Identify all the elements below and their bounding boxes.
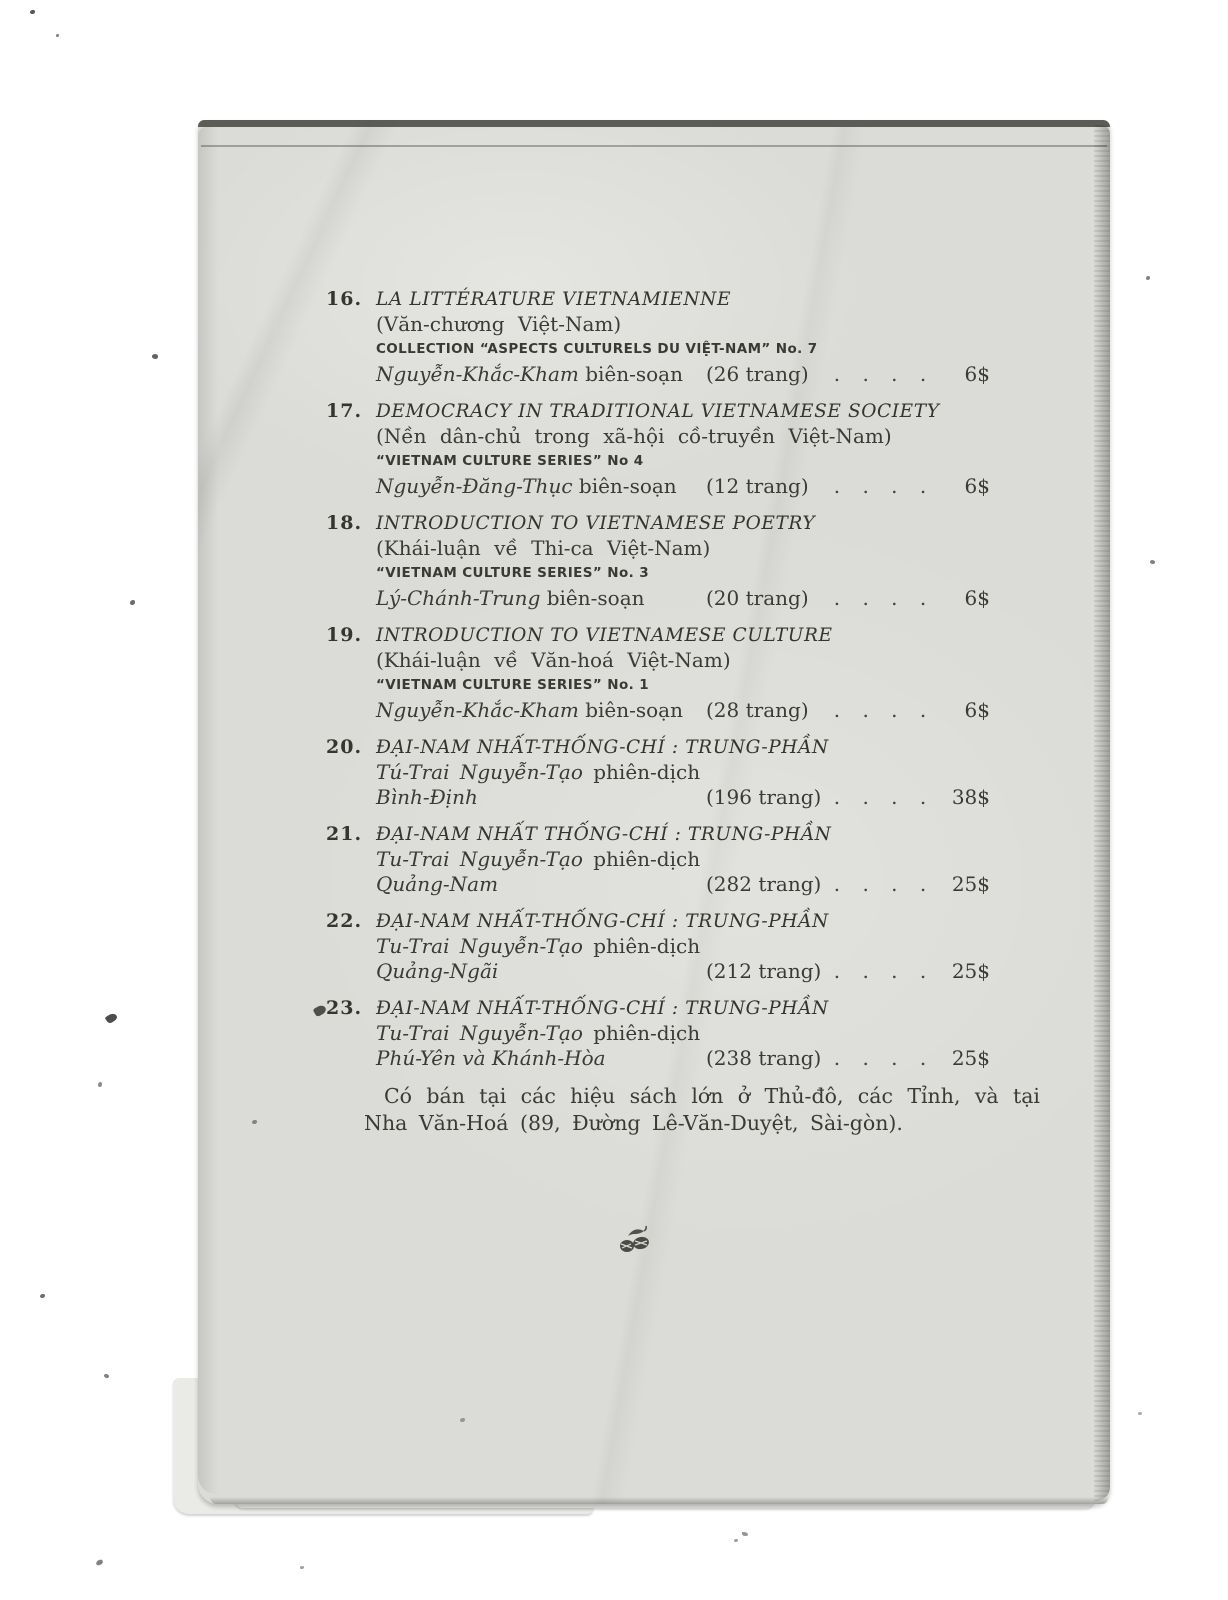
entry-number: 16. — [326, 288, 363, 310]
paper-sheet — [198, 120, 1110, 1504]
entry-region: Quảng-Ngãi — [376, 959, 499, 983]
entry-subtitle: (Văn-chương Việt-Nam) — [376, 312, 622, 336]
dot-leader: . . . . — [833, 474, 927, 498]
entry-number: 20. — [326, 736, 363, 758]
entry-price: 25$ — [951, 872, 990, 896]
catalog-entry-18 — [326, 511, 1038, 611]
entry-title: DEMOCRACY IN TRADITIONAL VIETNAMESE SOCIETY — [376, 401, 940, 422]
entry-price-row — [376, 785, 1038, 810]
entry-pages: (28 trang) — [706, 698, 809, 722]
scan-speck — [40, 1294, 45, 1298]
entry-region: Quảng-Nam — [376, 872, 499, 896]
entry-pages: (20 trang) — [706, 586, 809, 610]
entry-number: 19. — [326, 624, 363, 646]
dot-leader: . . . . — [833, 959, 927, 983]
scan-speck — [95, 1559, 103, 1566]
dot-leader: . . . . — [833, 698, 927, 722]
entry-region: Phú-Yên và Khánh-Hòa — [376, 1046, 606, 1070]
availability-note — [364, 1083, 1040, 1137]
scan-speck — [734, 1539, 738, 1542]
catalog-entry-21 — [326, 822, 1038, 897]
dot-leader: . . . . — [833, 1046, 927, 1070]
entry-number: 21. — [326, 823, 363, 845]
availability-line-2: Nha Văn-Hoá (89, Đường Lê-Văn-Duyệt, Sài-gòn). — [364, 1111, 903, 1135]
page-bottom-edge — [210, 1497, 1108, 1504]
entry-translator: Tu-Trai Nguyễn-Tạo — [376, 934, 583, 958]
entry-price: 6$ — [964, 474, 990, 498]
entry-number: 17. — [326, 400, 363, 422]
entry-title: ĐẠI-NAM NHẤT-THỐNG-CHÍ : TRUNG-PHẦN — [376, 911, 829, 932]
dot-leader: . . . . — [833, 586, 927, 610]
scan-speck — [98, 1082, 102, 1087]
entry-pages: (12 trang) — [706, 474, 809, 498]
entry-role: phiên-dịch — [593, 1021, 701, 1045]
scan-speck — [300, 1566, 304, 1569]
entry-price: 6$ — [964, 698, 990, 722]
entry-price: 6$ — [964, 362, 990, 386]
entry-translator: Tú-Trai Nguyễn-Tạo — [376, 760, 583, 784]
entry-role: biên-soạn — [585, 362, 683, 386]
catalog-list — [326, 287, 1038, 1137]
scan-speck — [30, 10, 35, 14]
scan-speck — [103, 1373, 109, 1379]
entry-pages: (212 trang) — [706, 959, 822, 983]
entry-series: “VIETNAM CULTURE SERIES” No. 3 — [376, 565, 650, 581]
catalog-entry-17 — [326, 399, 1038, 499]
entry-author: Nguyễn-Khắc-Kham — [376, 698, 579, 722]
catalog-entry-22 — [326, 909, 1038, 984]
entry-price: 25$ — [951, 1046, 990, 1070]
scan-speck — [460, 1418, 465, 1422]
entry-price-row — [376, 1046, 1038, 1071]
entry-price-row — [376, 959, 1038, 984]
scan-speck — [151, 353, 158, 360]
entry-price-row — [376, 474, 1038, 499]
entry-title: ĐẠI-NAM NHẤT THỐNG-CHÍ : TRUNG-PHẦN — [376, 824, 832, 845]
entry-subtitle: (Khái-luận về Văn-hoá Việt-Nam) — [376, 648, 731, 672]
scan-speck — [1138, 1412, 1142, 1415]
entry-subtitle: (Nền dân-chủ trong xã-hội cồ-truyền Việt-Nam) — [376, 424, 892, 448]
page-left-edge — [198, 127, 218, 1494]
scan-speck — [742, 1532, 748, 1536]
entry-region: Bình-Định — [376, 785, 478, 809]
scan-speck — [56, 34, 59, 37]
page-top-edge — [198, 120, 1110, 127]
entry-role: phiên-dịch — [593, 934, 701, 958]
entry-role: biên-soạn — [585, 698, 683, 722]
entry-series: “VIETNAM CULTURE SERIES” No. 1 — [376, 677, 650, 693]
availability-line-1: Có bán tại các hiệu sách lớn ở Thủ-đô, các Tỉnh, và tại — [384, 1084, 1040, 1108]
entry-price: 25$ — [951, 959, 990, 983]
entry-price-row — [376, 872, 1038, 897]
entry-pages: (196 trang) — [706, 785, 822, 809]
entry-price: 38$ — [951, 785, 990, 809]
entry-title: ĐẠI-NAM NHẤT-THỐNG-CHÍ : TRUNG-PHẦN — [376, 998, 829, 1019]
page-right-edge — [1094, 125, 1110, 1501]
entry-pages: (282 trang) — [706, 872, 822, 896]
scan-speck — [252, 1120, 257, 1124]
dot-leader: . . . . — [833, 785, 927, 809]
dot-leader: . . . . — [833, 362, 927, 386]
entry-translator: Tu-Trai Nguyễn-Tạo — [376, 1021, 583, 1045]
entry-pages: (238 trang) — [706, 1046, 822, 1070]
entry-price-row — [376, 586, 1038, 611]
scan-speck — [105, 1012, 119, 1025]
catalog-entry-20 — [326, 735, 1038, 810]
catalog-entry-19 — [326, 623, 1038, 723]
entry-title: LA LITTÉRATURE VIETNAMIENNE — [376, 289, 732, 310]
catalog-entry-16 — [326, 287, 1038, 387]
entry-translator: Tu-Trai Nguyễn-Tạo — [376, 847, 583, 871]
entry-number: 23. — [326, 997, 363, 1019]
entry-subtitle: (Khái-luận về Thi-ca Việt-Nam) — [376, 536, 711, 560]
entry-author: Nguyễn-Đăng-Thục — [376, 474, 573, 498]
entry-price-row — [376, 362, 1038, 387]
entry-author: Lý-Chánh-Trung — [376, 586, 541, 610]
dot-leader: . . . . — [833, 872, 927, 896]
entry-role: phiên-dịch — [593, 760, 701, 784]
page-behind-edge-line — [201, 145, 1107, 147]
entry-author: Nguyễn-Khắc-Kham — [376, 362, 579, 386]
scan-speck — [1149, 559, 1155, 565]
entry-series: COLLECTION “ASPECTS CULTURELS DU VIỆT-NAM” No. 7 — [376, 341, 818, 357]
entry-title: ĐẠI-NAM NHẤT-THỐNG-CHÍ : TRUNG-PHẦN — [376, 737, 829, 758]
entry-number: 22. — [326, 910, 363, 932]
scan-speck — [1146, 276, 1150, 280]
entry-title: INTRODUCTION TO VIETNAMESE CULTURE — [376, 625, 833, 646]
scan-speck — [130, 600, 135, 605]
entry-role: biên-soạn — [546, 586, 645, 610]
entry-title: INTRODUCTION TO VIETNAMESE POETRY — [376, 513, 816, 534]
entry-series: “VIETNAM CULTURE SERIES” No 4 — [376, 453, 644, 469]
entry-price-row — [376, 698, 1038, 723]
catalog-entry-23 — [326, 996, 1038, 1071]
entry-role: phiên-dịch — [593, 847, 701, 871]
entry-pages: (26 trang) — [706, 362, 809, 386]
printer-fleuron-icon — [614, 1222, 654, 1254]
entry-number: 18. — [326, 512, 363, 534]
entry-role: biên-soạn — [578, 474, 677, 498]
entry-price: 6$ — [964, 586, 990, 610]
